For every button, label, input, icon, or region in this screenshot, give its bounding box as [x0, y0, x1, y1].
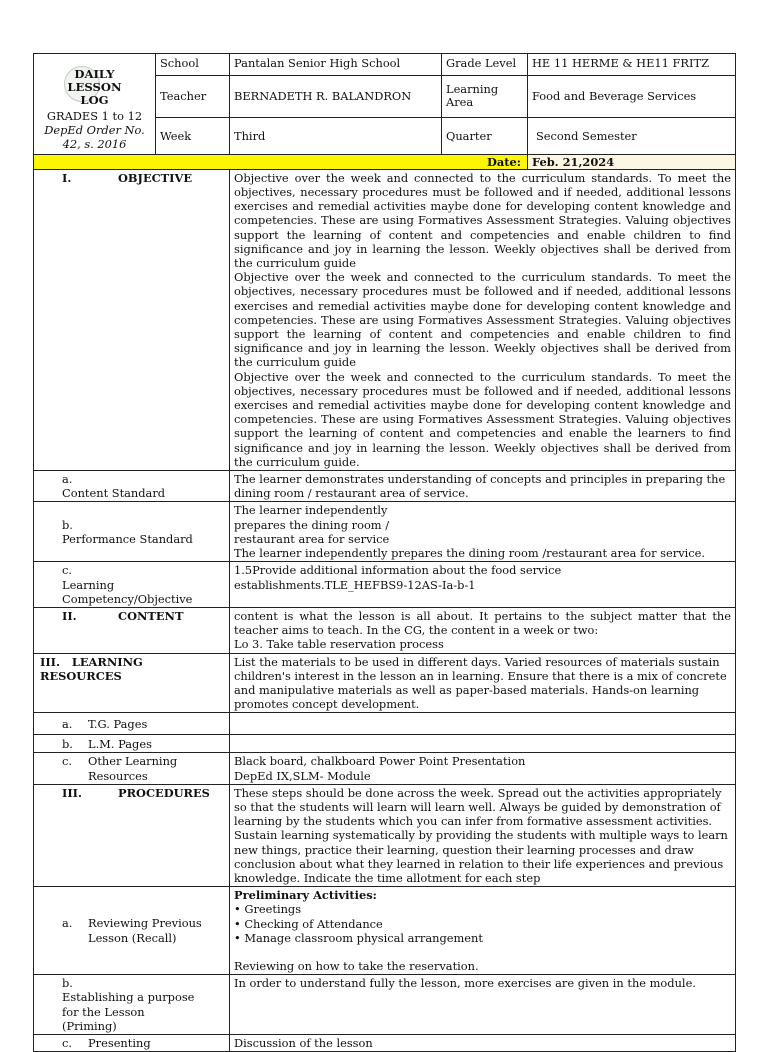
lm-text	[230, 735, 736, 753]
performance-line-2: prepares the dining room /	[234, 517, 390, 532]
content-standard-letter: a.	[62, 472, 73, 487]
objective-paragraph-1: Objective over the week and connected to the curriculum standards. To meet the objectives, necessary procedures must be followed and if needed, additional lessons exercises and remedial activities maybe done for developing content knowledge and competencies. These are using Formatives Assessment Strategies. Valuing objectives support the learning of content and competencies and enable children to find significance and joy in learning the lesson. Weekly objectives shall be derived from the curriculum guide	[234, 170, 731, 271]
tg-pages-row	[34, 713, 736, 735]
content-standard-label: Content Standard	[62, 486, 166, 501]
lm-pages-row	[34, 735, 736, 753]
bullet-attendance: • Checking of Attendance	[234, 916, 383, 931]
learning-resources-text: List the materials to be used in different days. Varied resources of materials sustain children's interest in the lesson an in learning. Ensure that there is a mix of concrete and manipulative materials as well as paper-based materials. Hands-on learning promotes concept development.	[230, 653, 736, 713]
learning-resources-row	[34, 653, 736, 713]
week-label: Week	[156, 118, 230, 155]
content-standard-row	[34, 471, 736, 502]
content-label: CONTENT	[118, 608, 184, 623]
grade-level-value: HE 11 HERME & HE11 FRITZ	[528, 54, 736, 76]
header-table	[33, 53, 736, 170]
performance-line-3: restaurant area for service	[234, 531, 390, 546]
other-resources-row	[34, 753, 736, 784]
purpose-text: In order to understand fully the lesson, more exercises are given in the module.	[230, 975, 736, 1035]
reviewing-letter: a.	[62, 916, 73, 931]
tg-letter: a.	[62, 716, 73, 731]
reviewing-text: Reviewing on how to take the reservation.	[234, 958, 479, 973]
content-text: content is what the lesson is all about. It pertains to the subject matter that the teacher aims to teach. In the CG, the content in a week or two:	[234, 608, 731, 638]
learning-area-value: Food and Beverage Services	[528, 75, 736, 117]
date-band	[34, 154, 736, 169]
objective-row	[34, 169, 736, 470]
school-label: School	[156, 54, 230, 76]
performance-standard-row	[34, 502, 736, 562]
procedures-row	[34, 784, 736, 886]
presenting-text: Discussion of the lesson	[230, 1034, 736, 1051]
date-label: Date:	[34, 154, 528, 169]
objective-label: OBJECTIVE	[118, 170, 193, 185]
dll-title-cell	[34, 54, 156, 155]
learning-area-label: Learning Area	[442, 75, 528, 117]
other-label: Other Learning Resources	[88, 754, 178, 783]
bullet-classroom: • Manage classroom physical arrangement	[234, 930, 483, 945]
competency-row	[34, 562, 736, 608]
purpose-label: Establishing a purpose for the Lesson (Priming)	[62, 990, 195, 1033]
quarter-label: Quarter	[442, 118, 528, 155]
tg-label: T.G. Pages	[88, 716, 148, 731]
other-line-1: Black board, chalkboard Power Point Presentation	[234, 754, 526, 769]
presenting-label: Presenting	[88, 1035, 151, 1050]
reviewing-label: Reviewing Previous Lesson (Recall)	[88, 916, 202, 945]
performance-standard-letter: b.	[62, 517, 73, 532]
objective-num: I.	[62, 170, 72, 185]
objective-paragraph-2: Objective over the week and connected to the curriculum standards. To meet the objectives, necessary procedures must be followed and if needed, additional lessons exercises and remedial activities maybe done for developing content knowledge and competencies. These are using Formatives Assessment Strategies. Valuing objectives support the learning of content and competencies and enable children to find significance and joy in learning the lesson. Weekly objectives shall be derived from the curriculum guide	[234, 270, 731, 370]
purpose-letter: b.	[62, 976, 73, 991]
teacher-label: Teacher	[156, 75, 230, 117]
deped-order: DepEd Order No. 42, s. 2016	[44, 123, 145, 152]
content-standard-text: The learner demonstrates understanding of concepts and principles in preparing the dining room / restaurant area of service.	[230, 471, 736, 502]
presenting-letter: c.	[62, 1035, 73, 1050]
other-letter: c.	[62, 754, 73, 769]
grade-level-label: Grade Level	[442, 54, 528, 76]
content-row	[34, 607, 736, 653]
performance-standard-label: Performance Standard	[62, 531, 193, 546]
competency-text: 1.5Provide additional information about the food service establishments.TLE_HEFBS9-12AS-Ia-b-1	[230, 562, 736, 608]
procedures-num: III.	[62, 785, 82, 800]
performance-line-1: The learner independently	[234, 503, 388, 518]
school-value: Pantalan Senior High School	[230, 54, 442, 76]
presenting-row	[34, 1034, 736, 1051]
competency-label: Learning Competency/Objective	[62, 577, 193, 606]
quarter-value: Second Semester	[528, 118, 736, 155]
week-value: Third	[230, 118, 442, 155]
lm-letter: b.	[62, 736, 73, 751]
tg-text	[230, 713, 736, 735]
reviewing-row	[34, 887, 736, 975]
learning-resources-label: III. LEARNING RESOURCES	[34, 653, 230, 713]
content-lo: Lo 3. Take table reservation process	[234, 637, 444, 652]
lm-label: L.M. Pages	[88, 736, 152, 751]
lesson-table	[33, 169, 736, 1052]
teacher-value: BERNADETH R. BALANDRON	[230, 75, 442, 117]
dll-title: DAILY LESSON LOG	[67, 67, 122, 107]
purpose-row	[34, 975, 736, 1035]
preliminary-heading: Preliminary Activities:	[234, 888, 377, 903]
objective-paragraph-3: Objective over the week and connected to the curriculum standards. To meet the objectives, necessary procedures must be followed and if needed, additional lessons exercises and remedial activities maybe done for developing content knowledge and competencies. These are using Formatives Assessment Strategies. Valuing objectives support the learning of content and competencies and enable the learners to find significance and joy in learning the lesson. Weekly objectives shall be derived from the curriculum guide.	[234, 369, 731, 469]
other-line-2: DepEd IX,SLM- Module	[234, 768, 371, 783]
grades: GRADES 1 to 12	[46, 109, 143, 123]
procedures-label: PROCEDURES	[118, 785, 210, 800]
date-value: Feb. 21,2024	[528, 154, 736, 169]
procedures-text: These steps should be done across the week. Spread out the activities appropriately so that the students will learn will learn well. Always be guided by demonstration of learning by the students which you can infer from formative assessment activities. Sustain learning systematically by providing the students with multiple ways to learn new things, practice their learning, question their learning processes and draw conclusion about what they learned in relation to their life experiences and previous knowledge. Indicate the time allotment for each step	[230, 784, 736, 886]
competency-letter: c.	[62, 563, 73, 578]
daily-lesson-log	[33, 53, 735, 1052]
content-num: II.	[62, 608, 77, 623]
bullet-greetings: • Greetings	[234, 902, 302, 917]
performance-line-4: The learner independently prepares the dining room /restaurant area for service.	[234, 546, 706, 561]
